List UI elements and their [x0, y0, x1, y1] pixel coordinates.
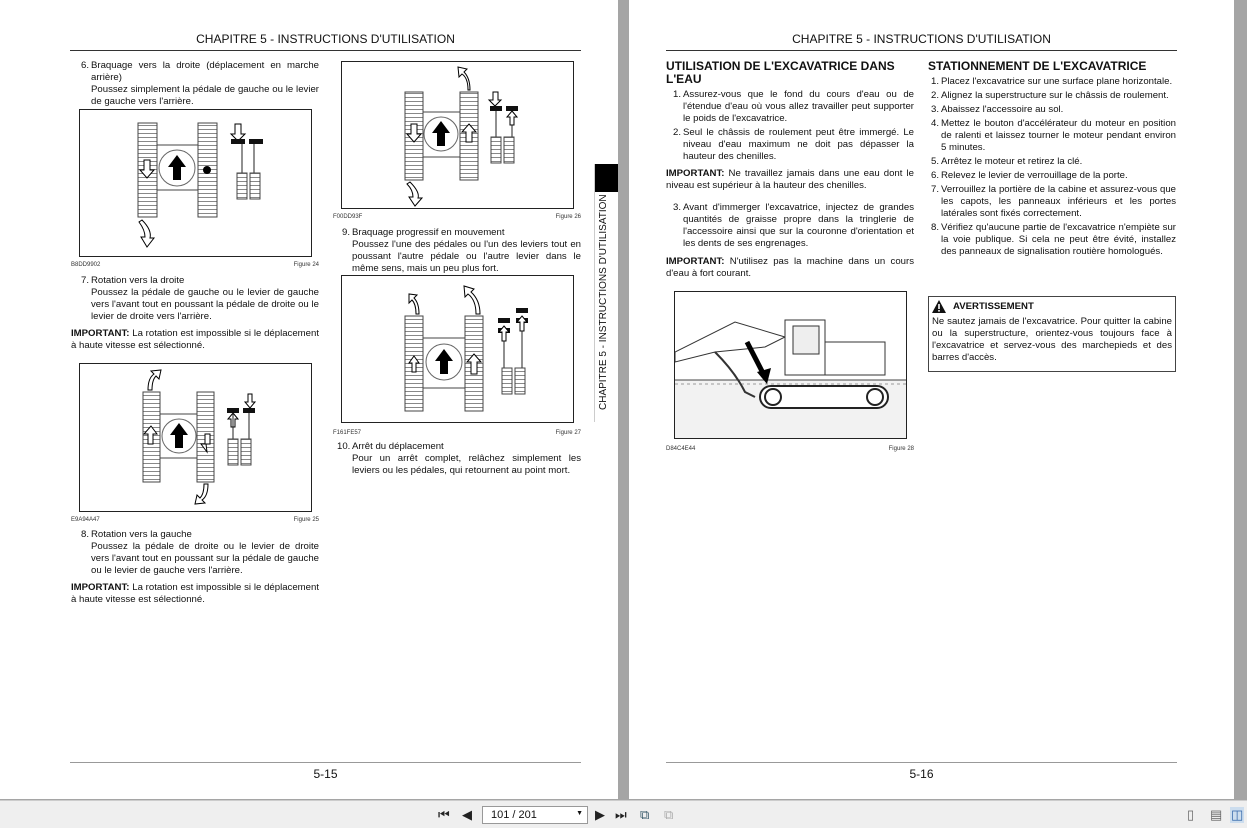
important-note: IMPORTANT: Ne travaillez jamais dans une eau dont le niveau est supérieur à la hauteur des chenilles. [666, 168, 914, 191]
step-7: 7. Rotation vers la droite Poussez la pédale de gauche ou le levier de gauche vers l'avant tout en poussant la pédale de droite ou le levier de droite vers l'arrière. [80, 275, 319, 322]
step-6: 6. Braquage vers la droite (déplacement en marche arrière) Poussez simplement la pédale de gauche ou le levier de gauche vers l'arrière. [80, 60, 319, 107]
chapter-tab-marker [595, 164, 618, 192]
page-number: 5-16 [666, 762, 1177, 781]
figure-27-caption: F161FE57 Figure 27 [333, 430, 581, 436]
figure-25-caption: E9A94A47 Figure 25 [71, 517, 319, 523]
next-page-icon[interactable]: ▶ [595, 807, 605, 822]
right-page [629, 0, 1234, 799]
track-diagram-reverse-left [342, 62, 573, 208]
previous-page-icon[interactable]: ◀ [462, 807, 472, 822]
page-number-select[interactable]: 101 / 201 ▼ [482, 806, 588, 824]
first-page-icon[interactable]: ⏮ [438, 807, 450, 822]
last-page-icon[interactable]: ⏭ [615, 807, 627, 822]
warning-icon [932, 300, 946, 313]
left-page [0, 0, 618, 799]
track-diagram-reverse-right [80, 110, 311, 256]
step-9: 9. Braquage progressif en mouvement Poussez l'une des pédales ou l'un des leviers tout en poussant l'autre pédale ou l'autre levier dans le même sens, mais un peu plus fort. [341, 227, 581, 274]
single-page-view-icon[interactable]: ▯ [1187, 807, 1195, 822]
page-header: CHAPITRE 5 - INSTRUCTIONS D'UTILISATION [666, 32, 1177, 51]
important-note: IMPORTANT: La rotation est impossible si le déplacement à haute vitesse est sélectionné. [71, 328, 319, 351]
step-8: 8. Rotation vers la gauche Poussez la pédale de droite ou le levier de droite vers l'avant tout en poussant sur la pédale de gauche ou le levier de gauche vers l'arrière. [80, 529, 319, 576]
important-note: IMPORTANT: La rotation est impossible si le déplacement à haute vitesse est sélectionné. [71, 582, 319, 605]
water-step-3: 3. Avant d'immerger l'excavatrice, injectez de grandes quantités de graisse propre dans la tringlerie de l'accessoire ainsi que sur la couronne d'orientation et les dents de ses engrenages. [672, 202, 914, 249]
figure-27 [341, 275, 574, 423]
track-diagram-rotate-right [80, 364, 311, 511]
chevron-down-icon: ▼ [576, 810, 583, 817]
figure-24-caption: B8DD9902 Figure 24 [71, 262, 319, 268]
parking-steps: 1. Placez l'excavatrice sur une surface plane horizontale. 2. Alignez la superstructure sur le châssis de roulement. 3. Abaissez l'accessoire au sol. 4. Mettez le bouton d'accélérateur du moteur en position de ralenti et laissez tourner le moteur pendant environ 5 minutes. 5. Arrêtez le moteur et retirez la clé. 6. Relevez le levier de verrouillage de la porte. 7. Verrouillez la portière de la cabine et assurez-vous que les capots, les panneaux inférieurs et les portes latérales sont fixés correctement. 8. Vérifiez qu'aucune partie de l'excavatrice n'empiète sur la voie publique. Si cela ne peut être évité, installez des panneaux de signalisation routière homologués. [930, 76, 1176, 257]
track-diagram-progressive-turn [342, 276, 573, 422]
two-page-view-icon[interactable]: ◫ [1231, 807, 1244, 822]
figure-26 [341, 61, 574, 209]
step-10: 10. Arrêt du déplacement Pour un arrêt complet, relâchez simplement les leviers ou les pédales, qui retournent au point mort. [337, 441, 581, 476]
section-title-water: UTILISATION DE L'EXCAVATRICE DANS L'EAU [666, 59, 895, 86]
viewer-toolbar [0, 800, 1247, 828]
page-number: 5-15 [70, 762, 581, 781]
water-steps: 1. Assurez-vous que le fond du cours d'eau ou de l'étendue d'eau où vous allez travailler peut supporter le poids de l'excavatrice. 2. Seul le châssis de roulement peut être immergé. Le niveau d'eau maximum ne doit pas dépasser la hauteur des chenilles. [672, 89, 914, 162]
continuous-view-icon[interactable]: ▤ [1210, 807, 1223, 822]
section-title-parking: STATIONNEMENT DE L'EXCAVATRICE [928, 59, 1147, 73]
figure-26-caption: F00DD93F Figure 26 [333, 214, 581, 220]
excavator-in-water-illustration [675, 292, 906, 438]
figure-24 [79, 109, 312, 257]
warning-box: AVERTISSEMENT Ne sautez jamais de l'excavatrice. Pour quitter la cabine ou la superstructure, orientez-vous toujours face à l'excavatrice et servez-vous des marchepieds et des barres d'accès. [928, 296, 1176, 372]
go-forward-view-icon[interactable]: ⧉ [664, 807, 674, 822]
go-back-view-icon[interactable]: ⧉ [640, 807, 650, 822]
page-header: CHAPITRE 5 - INSTRUCTIONS D'UTILISATION [70, 32, 581, 51]
chapter-side-tab: CHAPITRE 5 - INSTRUCTIONS D'UTILISATION [594, 164, 618, 422]
figure-28 [674, 291, 907, 439]
figure-28-caption: D84C4E44 Figure 28 [666, 446, 914, 452]
important-note: IMPORTANT: N'utilisez pas la machine dans un cours d'eau à fort courant. [666, 256, 914, 279]
figure-25 [79, 363, 312, 512]
